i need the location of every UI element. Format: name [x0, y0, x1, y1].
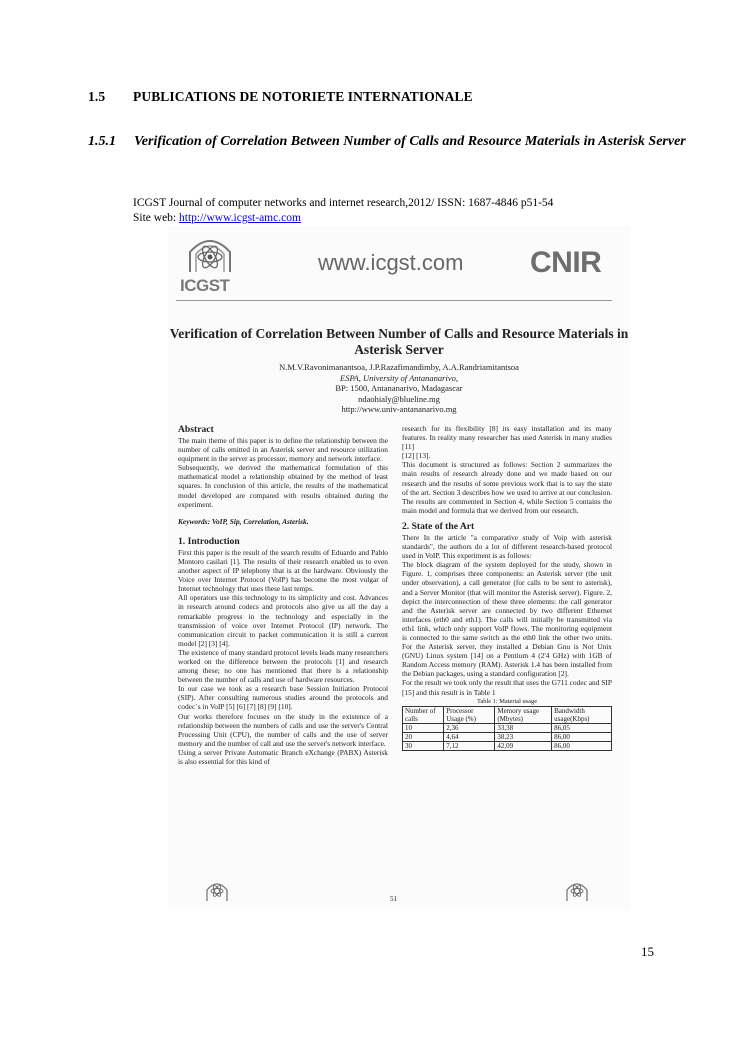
- table-cell: 4,64: [444, 732, 495, 741]
- intro-paragraph: First this paper is the result of the search results of Eduardo and Pablo Montoro casilari [1]. The results of their research enabled us to even another aspect of IP telephony that is at the hardware. Obviously the Voice over Internet Protocol (VoIP) has become the most vulgar of Internet technology that uses these last temps.: [178, 547, 388, 594]
- introduction-heading: 1. Introduction: [178, 535, 240, 547]
- paper-scan-image: [168, 226, 630, 909]
- body-paragraph: For the result we took only the result that uses the G711 codec and SIP [15] and this result is in Table 1: [402, 678, 612, 697]
- table-header-cell: Bandwidth usage(Kbps): [552, 706, 612, 723]
- journal-reference: [133, 196, 553, 226]
- table-cell: 86,05: [552, 723, 612, 732]
- atom-icon: [178, 232, 242, 276]
- footer-logo-right: [562, 878, 592, 902]
- body-paragraph: The block diagram of the system deployed for the study, shown in Figure. 1, comprises three components: an Asterisk server (the unit under observation), a call generator (for calls to be sent to asterisk), and a Server Monitor (that will monitor the Asterisk server). Figure. 2, depict the interconnection of these three elements: the call generator and the Asterisk server are connected by two different Ethernet interfaces (eth0 and eth1). The calls will initially be transmitted via eth1 link, which only support VoIP flows. The monitoring equipment is connected to the same switch as the eth0 link the other two units. For the Asterisk server, they installed a Debian Gnu is Not Unix (GNU) Linux system [14] on a Pentium 4 (2'4 GHz) with 1GB of Random Access memory (RAM). Asterisk 1.4 has been installed from the Debian packages, using a standard configuration [2].: [402, 560, 612, 679]
- table-cell: 86,00: [552, 732, 612, 741]
- journal-site: [133, 211, 553, 226]
- paper-title: Verification of Correlation Between Number of Calls and Resource Materials in Asterisk Server: [169, 326, 629, 357]
- logo-left-text: ICGST: [180, 276, 230, 295]
- body-paragraph: research for its flexibility [8] its easy installation and its many features. In reality many researcher has used Asterisk in many studies [11]: [402, 424, 612, 452]
- material-usage-table: [402, 706, 612, 751]
- body-paragraph: This document is structured as follows: Section 2 summarizes the main results of research already done and we made based on our research and the results of some previous work that is to say the state of the art. Section 3 describes how we used to arrive at our conclusion. The results are commented in Section 4, while Section 5 contains the main model and formula that we derived from our research.: [402, 460, 612, 515]
- scan-page-number: 51: [390, 895, 397, 903]
- table-header-cell: Processor Usage (%): [444, 706, 495, 723]
- footer-logo-left: [202, 878, 232, 902]
- cnir-logo: CNIR: [530, 246, 602, 279]
- abstract-paragraph: The main theme of this paper is to define the relationship between the number of calls emitted in an Asterisk server and resource utilization equipment in the server as processor, memory and network interface.: [178, 436, 388, 464]
- subsection-title: Verification of Correlation Between Number of Calls and Resource Materials in Asterisk Server: [134, 134, 686, 149]
- email: ndaohialy@blueline.mg: [358, 393, 440, 404]
- intro-paragraph: The existence of many standard protocol levels leads many researchers worked on the difference between the protocols [1] and research among these; no one has mentioned that there is a relationship between the number of calls and use of hardware resources.: [178, 647, 388, 685]
- table-row: [403, 723, 612, 732]
- section-heading: [88, 89, 473, 105]
- table-cell: 30: [403, 741, 444, 750]
- table-cell: 7,12: [444, 741, 495, 750]
- intro-paragraph: In our case we took as a research base Session Initiation Protocol (SIP). After consulting numerous studies around the protocols and codec`s in VoIP [5] [6] [7] [8] [9] [10].: [178, 684, 388, 712]
- state-of-art-heading: 2. State of the Art: [402, 520, 475, 532]
- table-cell: 20: [403, 732, 444, 741]
- right-column: [402, 424, 612, 751]
- table-row: [403, 741, 612, 750]
- atom-icon: [202, 878, 232, 902]
- affiliation: ESPA, University of Antananarivo,: [340, 372, 458, 383]
- table-cell: 42,09: [495, 741, 552, 750]
- site-link[interactable]: http://www.icgst-amc.com: [179, 212, 301, 224]
- intro-paragraph: Using a server Private Automatic Branch eXchange (PABX) Asterisk is also essential for this kind of: [178, 747, 388, 766]
- table-row: [403, 732, 612, 741]
- table-header-row: [403, 706, 612, 723]
- table-cell: 33,38: [495, 723, 552, 732]
- intro-paragraph: All operators use this technology to its simplicity and cost. Advances in research around codecs and protocols also give us all the day a remarkable progress in the technology and especially in the transmission of voice over Internet Protocol (IP) network. The communication circuit to packet communication it is still a current model [2] [3] [4].: [178, 593, 388, 648]
- journal-citation: ICGST Journal of computer networks and internet research,2012/ ISSN: 1687-4846 p51-54: [133, 197, 554, 209]
- header-site: www.icgst.com: [318, 250, 464, 275]
- left-column: [178, 424, 388, 766]
- body-paragraph: [12] [13].: [402, 451, 431, 461]
- intro-paragraph: Our works therefore focuses on the study in the existence of a relationship between the numbers of calls and use the server's Central Processing Unit (CPU), the number of calls and the use of server memory and the number of call and use the server's network interface.: [178, 711, 388, 748]
- section-title: PUBLICATIONS DE NOTORIETE INTERNATIONALE: [133, 89, 473, 104]
- table-cell: 38,23: [495, 732, 552, 741]
- atom-icon: [562, 878, 592, 902]
- header-divider: [176, 300, 612, 301]
- abstract-heading: Abstract: [178, 424, 214, 435]
- table-cell: 2,36: [444, 723, 495, 732]
- body-paragraph: There In the article "a comparative study of Voip with asterisk standards", the authors do a lot of different research-based protocol used in VoIP. This experiment is as follows:: [402, 532, 612, 561]
- keywords: Keywords: VoIP, Sip, Correlation, Asterisk.: [178, 516, 309, 526]
- site-label: Site web:: [133, 212, 179, 224]
- address: BP: 1500, Antananarivo, Madagascar: [335, 383, 463, 394]
- table-caption: Table 1: Material usage: [476, 697, 538, 705]
- paper-authors-block: [168, 362, 630, 415]
- authors: N.M.V.Ravonimanantsoa, J.P.Razafimandimby, A.A.Randriamitantsoa: [279, 362, 519, 372]
- table-header-cell: Number of calls: [403, 706, 444, 723]
- table-header-cell: Memory usage (Mbytes): [495, 706, 552, 723]
- page-number: 15: [641, 944, 654, 959]
- section-number: 1.5: [88, 89, 106, 104]
- subsection-number: 1.5.1: [88, 134, 116, 149]
- table-cell: 86,00: [552, 741, 612, 750]
- web-address: http://www.univ-antananarivo.mg: [341, 404, 457, 415]
- icgst-logo: [178, 232, 242, 298]
- table-cell: 10: [403, 723, 444, 732]
- abstract-paragraph: Subsequently, we derived the mathematical formulation of this mathematical model a relationship obtained by the method of least squares. In conclusion of this article, the results of the mathematical model developed are compared with results obtained during the experiment.: [178, 463, 388, 509]
- subsection-heading: [88, 129, 688, 155]
